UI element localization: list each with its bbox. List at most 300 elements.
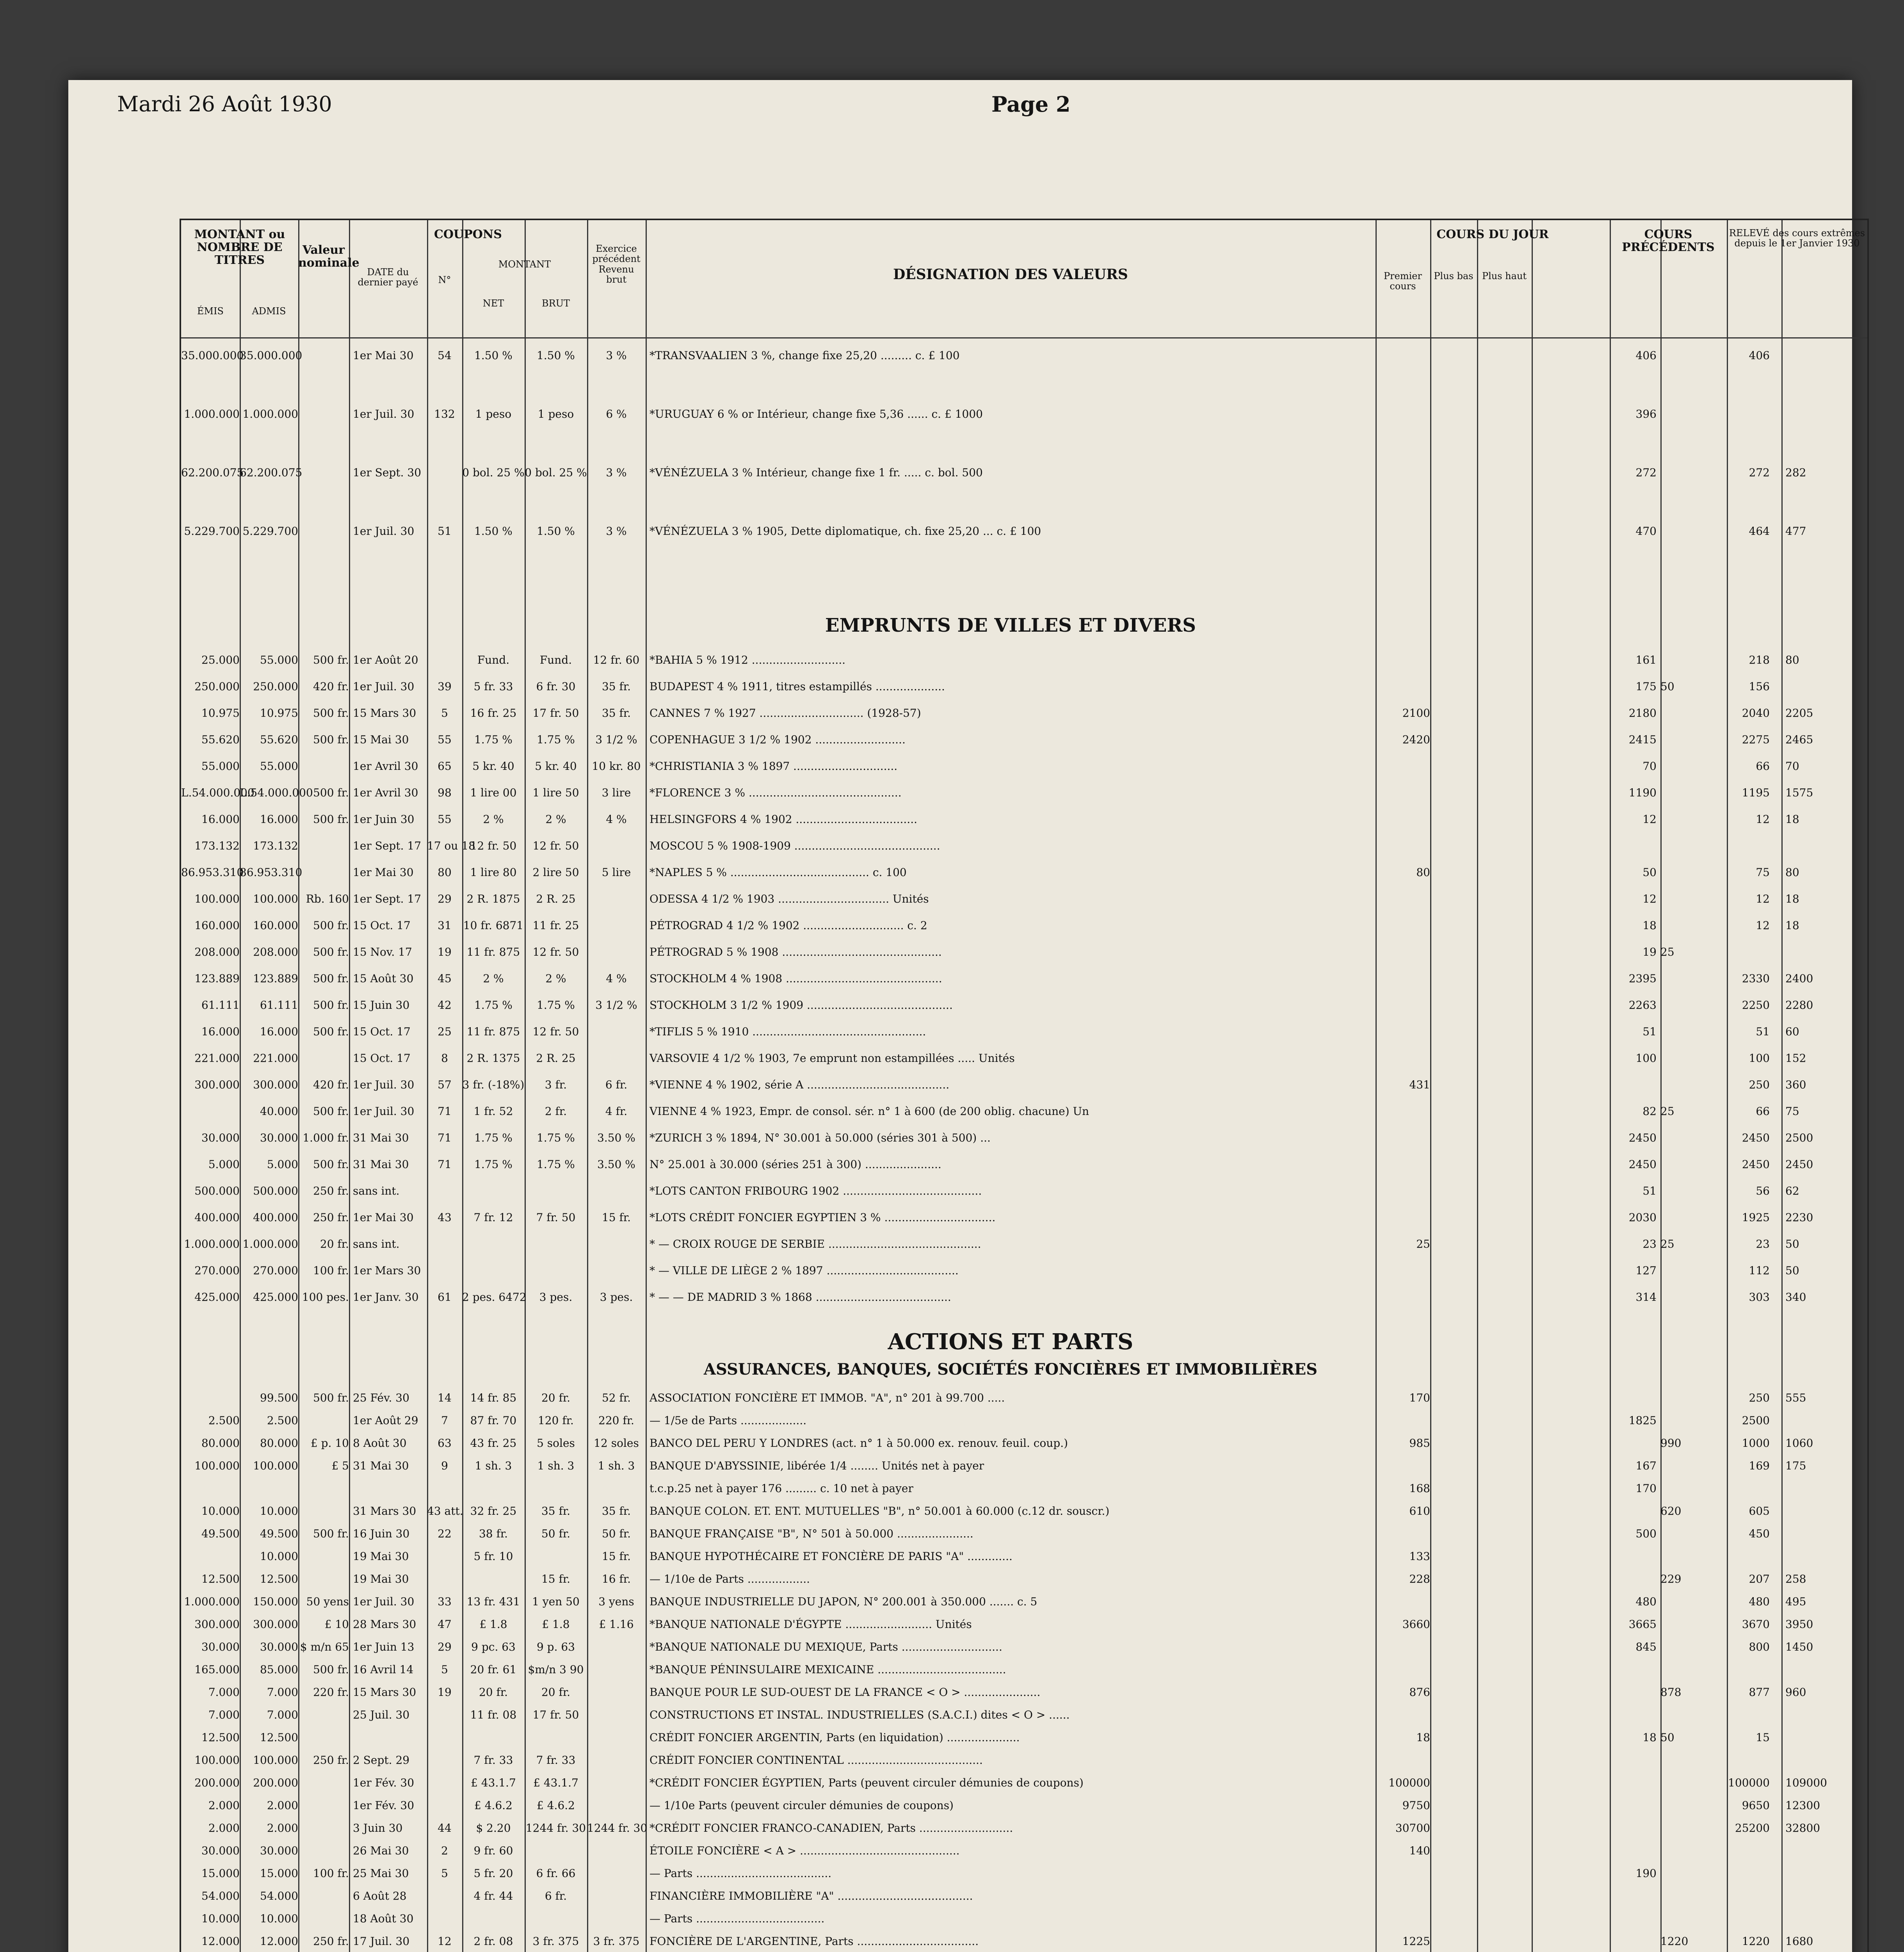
table-row	[181, 1731, 1867, 1745]
cell-pb: 470	[1635, 525, 1657, 538]
cell-emis: 49.500	[201, 1527, 240, 1540]
cell-net: 1 peso	[475, 408, 512, 420]
col-net: NET	[482, 298, 504, 309]
cell-des: *VIENNE 4 % 1902, série A .........................................	[649, 1078, 950, 1091]
cell-net: 1.50 %	[474, 349, 512, 362]
cell-brut: 15 fr.	[541, 1573, 571, 1585]
cell-val: 500 fr.	[313, 813, 349, 826]
cell-brut: 1.50 %	[537, 525, 575, 538]
cell-des: *FLORENCE 3 % ............................................	[649, 786, 902, 799]
cell-pb: 51	[1642, 1025, 1657, 1038]
cell-val: 500 fr.	[313, 786, 349, 799]
cell-des: * — CROIX ROUGE DE SERBIE ............................................	[649, 1238, 981, 1250]
cell-net: 14 fr. 85	[470, 1391, 517, 1404]
cell-emis: 1.000.000	[184, 408, 240, 420]
cell-emis: 16.000	[201, 813, 240, 826]
cell-rh: 50	[1785, 1264, 1799, 1277]
cell-des: BUDAPEST 4 % 1911, titres estampillés ....................	[649, 680, 945, 693]
cell-des: *CRÉDIT FONCIER ÉGYPTIEN, Parts (peuvent circuler démunies de coupons)	[649, 1776, 1084, 1789]
cell-admis: 61.111	[260, 999, 298, 1012]
table-row	[181, 1550, 1867, 1564]
cell-admis: 55.620	[260, 733, 298, 746]
cell-date: 1er Sept. 30	[353, 466, 422, 479]
cell-rh: 50	[1785, 1238, 1799, 1250]
cell-net: 7 fr. 12	[473, 1211, 513, 1224]
cell-des: ÉTOILE FONCIÈRE < A > ..............................................	[649, 1844, 960, 1857]
table-row	[181, 1025, 1867, 1039]
cell-des: *TRANSVAALIEN 3 %, change fixe 25,20 ......... c. £ 100	[649, 349, 960, 362]
cell-ph: 620	[1660, 1505, 1682, 1517]
cell-des: VARSOVIE 4 1/2 % 1903, 7e emprunt non estampillées ..... Unités	[649, 1052, 1015, 1065]
cell-val: £ p. 10	[310, 1437, 349, 1450]
cell-no: 42	[438, 999, 452, 1012]
cell-date: sans int.	[353, 1184, 400, 1197]
cell-des: FINANCIÈRE IMMOBILIÈRE "A" .......................................	[649, 1890, 973, 1902]
cell-net: 1.75 %	[474, 1158, 512, 1171]
cell-no: 31	[438, 919, 452, 932]
cell-no: 61	[438, 1291, 452, 1304]
cell-date: 1er Mai 30	[353, 1211, 414, 1224]
cell-des: CANNES 7 % 1927 .............................. (1928-57)	[649, 707, 921, 720]
cell-rh: 109000	[1785, 1776, 1827, 1789]
cell-rb: 156	[1749, 680, 1770, 693]
cell-admis: 16.000	[260, 1025, 298, 1038]
cell-net: 12 fr. 50	[470, 839, 517, 852]
cell-net: 1.75 %	[474, 999, 512, 1012]
cell-net: 11 fr. 875	[466, 946, 520, 958]
cell-emis: 55.620	[201, 733, 240, 746]
cell-net: 2 fr. 08	[473, 1935, 513, 1948]
cell-pb: 12	[1642, 892, 1657, 905]
cell-rev: 15 fr.	[601, 1550, 631, 1563]
cell-brut: £ 1.8	[542, 1618, 570, 1631]
section-emprunts-villes: EMPRUNTS DE VILLES ET DIVERS	[825, 614, 1196, 636]
cell-val: 500 fr.	[313, 1391, 349, 1404]
cell-rb: 12	[1756, 919, 1770, 932]
cell-des: BANQUE POUR LE SUD-OUEST DE LA FRANCE < O > ......................	[649, 1686, 1041, 1699]
cell-date: 1er Mai 30	[353, 866, 414, 879]
cell-des: N° 25.001 à 30.000 (séries 251 à 300) ......................	[649, 1158, 941, 1171]
cell-emis: 30.000	[201, 1131, 240, 1144]
cell-date: 1er Mars 30	[353, 1264, 421, 1277]
cell-rh: 1575	[1785, 786, 1813, 799]
cell-des: BANQUE INDUSTRIELLE DU JAPON, N° 200.001 à 350.000 ....... c. 5	[649, 1595, 1037, 1608]
cell-net: 38 fr.	[479, 1527, 508, 1540]
cell-val: £ 5	[331, 1459, 349, 1472]
cell-des: ASSOCIATION FONCIÈRE ET IMMOB. "A", n° 201 à 99.700 .....	[649, 1391, 1005, 1404]
cell-emis: 54.000	[201, 1890, 240, 1902]
cell-rh: 1680	[1785, 1935, 1813, 1948]
cell-no: 80	[438, 866, 452, 879]
cell-rb: 605	[1749, 1505, 1770, 1517]
cell-val: 420 fr.	[313, 680, 349, 693]
cell-admis: 300.000	[253, 1078, 298, 1091]
cell-brut: 2 %	[545, 813, 566, 826]
cell-val: 500 fr.	[313, 1663, 349, 1676]
cell-date: 17 Juil. 30	[353, 1935, 410, 1948]
cell-rev: 3 %	[606, 349, 627, 362]
cell-rb: 75	[1756, 866, 1770, 879]
cell-brut: 17 fr. 50	[532, 707, 579, 720]
cell-date: 15 Mars 30	[353, 707, 416, 720]
cell-val: 500 fr.	[313, 1025, 349, 1038]
cell-rb: 3670	[1742, 1618, 1770, 1631]
cell-emis: 12.500	[201, 1573, 240, 1585]
cell-net: 2 R. 1375	[466, 1052, 520, 1065]
cell-pb: 18	[1642, 919, 1657, 932]
cell-date: 15 Oct. 17	[353, 919, 411, 932]
cell-brut: 1.75 %	[537, 733, 575, 746]
cell-rev: 1244 fr. 30	[587, 1822, 648, 1834]
cell-brut: 12 fr. 50	[532, 1025, 579, 1038]
cell-date: 15 Oct. 17	[353, 1025, 411, 1038]
table-row	[181, 1844, 1867, 1858]
cell-net: Fund.	[477, 654, 510, 666]
cell-date: 25 Juil. 30	[353, 1708, 410, 1721]
cell-admis: 10.000	[260, 1550, 298, 1563]
cell-brut: 1244 fr. 30	[525, 1822, 586, 1834]
cell-pb: 18	[1642, 1731, 1657, 1744]
cell-no: 17 ou 18	[427, 839, 475, 852]
cell-admis: 2.000	[267, 1822, 298, 1834]
table-row	[181, 946, 1867, 960]
cell-date: 19 Mai 30	[353, 1573, 409, 1585]
cell-date: 1er Sept. 17	[353, 892, 422, 905]
cell-net: 1.75 %	[474, 1131, 512, 1144]
header-date: Mardi 26 Août 1930	[117, 92, 332, 116]
cell-pc: 80	[1416, 866, 1430, 879]
cell-date: sans int.	[353, 1238, 400, 1250]
cell-emis: 300.000	[194, 1078, 240, 1091]
cell-rh: 2465	[1785, 733, 1813, 746]
cell-rev: £ 1.16	[599, 1618, 634, 1631]
cell-rev: 35 fr.	[601, 707, 631, 720]
cell-admis: 62.200.075	[240, 466, 303, 479]
col-releve: RELEVÉ des cours extrêmes depuis le 1er Janvier 1930	[1729, 228, 1865, 249]
cell-emis: 35.000.000	[181, 349, 244, 362]
cell-no: 14	[438, 1391, 452, 1404]
cell-rev: 35 fr.	[601, 680, 631, 693]
cell-net: 3 fr. (-18%)	[462, 1078, 525, 1091]
table-row	[181, 1264, 1867, 1278]
col-montant-titres: MONTANT ou NOMBRE DE TITRES	[194, 228, 285, 267]
cell-admis: 221.000	[253, 1052, 298, 1065]
table-row	[181, 1776, 1867, 1790]
cell-val: 100 fr.	[313, 1867, 349, 1880]
cell-ph: 50	[1660, 1731, 1674, 1744]
cell-date: 1er Juil. 30	[353, 1078, 415, 1091]
cell-val: 500 fr.	[313, 1105, 349, 1118]
cell-rh: 960	[1785, 1686, 1806, 1699]
cell-admis: 30.000	[260, 1640, 298, 1653]
table-row	[181, 1238, 1867, 1252]
table-row	[181, 1459, 1867, 1473]
cell-emis: 160.000	[194, 919, 240, 932]
cell-no: 5	[441, 1663, 448, 1676]
cell-admis: 1.000.000	[242, 1238, 298, 1250]
cell-rev: 12 fr. 60	[593, 654, 640, 666]
section-actions-parts: ACTIONS ET PARTS	[888, 1329, 1134, 1355]
cell-pb: 406	[1635, 349, 1657, 362]
cell-net: 1.50 %	[474, 525, 512, 538]
cell-no: 132	[434, 408, 455, 420]
col-coupons: COUPONS	[434, 228, 502, 241]
cell-pc: 2420	[1402, 733, 1430, 746]
cell-pb: 175	[1635, 680, 1657, 693]
cell-emis: 2.500	[208, 1414, 240, 1427]
cell-brut: 5 soles	[537, 1437, 575, 1450]
cell-date: 1er Août 29	[353, 1414, 418, 1427]
cell-rev: 16 fr.	[601, 1573, 631, 1585]
cell-pb: 170	[1635, 1482, 1657, 1495]
cell-rb: 56	[1756, 1184, 1770, 1197]
cell-emis: 30.000	[201, 1640, 240, 1653]
table-row	[181, 1391, 1867, 1405]
cell-no: 22	[438, 1527, 452, 1540]
cell-admis: 500.000	[253, 1184, 298, 1197]
cell-rev: 4 %	[606, 813, 627, 826]
cell-des: *CHRISTIANIA 3 % 1897 ..............................	[649, 760, 898, 773]
cell-des: *VÉNÉZUELA 3 % Intérieur, change fixe 1 fr. ..... c. bol. 500	[649, 466, 983, 479]
table-row	[181, 866, 1867, 880]
cell-val: 100 pes.	[302, 1291, 349, 1304]
cell-val: 500 fr.	[313, 946, 349, 958]
cell-net: 5 fr. 10	[473, 1550, 513, 1563]
cell-brut: Fund.	[539, 654, 572, 666]
cell-admis: 200.000	[253, 1776, 298, 1789]
cell-des: *URUGUAY 6 % or Intérieur, change fixe 5,36 ...... c. £ 1000	[649, 408, 983, 420]
cell-admis: 10.000	[260, 1505, 298, 1517]
cell-date: 15 Août 30	[353, 972, 414, 985]
cell-des: VIENNE 4 % 1923, Empr. de consol. sér. n° 1 à 600 (de 200 oblig. chacune) Un	[649, 1105, 1089, 1118]
cell-emis: 25.000	[201, 654, 240, 666]
cell-rb: 66	[1756, 1105, 1770, 1118]
cell-rev: 4 fr.	[605, 1105, 628, 1118]
cell-date: 16 Avril 14	[353, 1663, 414, 1676]
cell-no: 71	[438, 1158, 452, 1171]
cell-brut: 2 fr.	[545, 1105, 567, 1118]
cell-admis: 425.000	[253, 1291, 298, 1304]
cell-rb: 12	[1756, 892, 1770, 905]
cell-no: 44	[438, 1822, 452, 1834]
cell-net: 9 fr. 60	[473, 1844, 513, 1857]
cell-net: 9 pc. 63	[471, 1640, 516, 1653]
cell-net: 5 kr. 40	[472, 760, 514, 773]
cell-no: 71	[438, 1105, 452, 1118]
table-row	[181, 680, 1867, 694]
cell-rb: 877	[1749, 1686, 1770, 1699]
cell-rev: 6 fr.	[605, 1078, 628, 1091]
cell-admis: 30.000	[260, 1844, 298, 1857]
table-row	[181, 1595, 1867, 1609]
cell-val: 500 fr.	[313, 999, 349, 1012]
cell-net: 0 bol. 25 %	[462, 466, 525, 479]
cell-des: CONSTRUCTIONS ET INSTAL. INDUSTRIELLES (S.A.C.I.) dites < O > ......	[649, 1708, 1070, 1721]
cell-admis: 7.000	[267, 1708, 298, 1721]
header-rule	[181, 337, 1867, 338]
cell-pb: 100	[1635, 1052, 1657, 1065]
cell-emis: 55.000	[201, 760, 240, 773]
cell-date: 15 Mars 30	[353, 1686, 416, 1699]
cell-pc: 18	[1416, 1731, 1430, 1744]
cell-date: 28 Mars 30	[353, 1618, 416, 1631]
cell-admis: 30.000	[260, 1131, 298, 1144]
cell-emis: 86.953.310	[181, 866, 244, 879]
table-row	[181, 733, 1867, 747]
col-cours-precedents: COURS PRÉCÉDENTS	[1622, 228, 1715, 254]
cell-rev: 3.50 %	[597, 1158, 635, 1171]
cell-brut: 1.75 %	[537, 1131, 575, 1144]
cell-no: 51	[438, 525, 452, 538]
table-row	[181, 919, 1867, 933]
cell-admis: 270.000	[253, 1264, 298, 1277]
cell-date: 1er Avril 30	[353, 786, 418, 799]
cell-pb: 314	[1635, 1291, 1657, 1304]
cell-rev: 12 soles	[594, 1437, 639, 1450]
cell-no: 12	[438, 1935, 452, 1948]
cell-date: 31 Mars 30	[353, 1505, 416, 1517]
table-row	[181, 972, 1867, 986]
cell-rev: 3 1/2 %	[595, 999, 637, 1012]
cell-net: 5 fr. 20	[473, 1867, 513, 1880]
cell-admis: 173.132	[253, 839, 298, 852]
cell-rh: 477	[1785, 525, 1806, 538]
cell-emis: 10.975	[201, 707, 240, 720]
cell-net: 2 pes. 6472	[462, 1291, 527, 1304]
cell-admis: 5.000	[267, 1158, 298, 1171]
cell-des: HELSINGFORS 4 % 1902 ...................................	[649, 813, 917, 826]
cell-no: 5	[441, 707, 448, 720]
cell-pb: 1190	[1628, 786, 1657, 799]
cell-date: 31 Mai 30	[353, 1131, 409, 1144]
col-exercice: Exercice précédent Revenu brut	[592, 243, 641, 285]
cell-net: 2 R. 1875	[466, 892, 520, 905]
cell-rb: 112	[1749, 1264, 1770, 1277]
cell-net: £ 4.6.2	[474, 1799, 512, 1812]
cell-val: 250 fr.	[313, 1935, 349, 1948]
cell-date: 1er Juil. 30	[353, 1595, 415, 1608]
cell-emis: 62.200.075	[181, 466, 244, 479]
cell-rh: 12300	[1785, 1799, 1820, 1812]
cell-pb: 845	[1635, 1640, 1657, 1653]
cell-brut: 6 fr. 30	[536, 680, 576, 693]
cell-no: 33	[438, 1595, 452, 1608]
cell-emis: 30.000	[201, 1844, 240, 1857]
cell-brut: 3 pes.	[539, 1291, 573, 1304]
cell-des: * — VILLE DE LIÈGE 2 % 1897 ......................................	[649, 1264, 959, 1277]
cell-rev: 3 pes.	[600, 1291, 633, 1304]
cell-rev: 5 lire	[601, 866, 631, 879]
cell-pb: 1825	[1628, 1414, 1657, 1427]
cell-rb: 2250	[1742, 999, 1770, 1012]
cell-pb: 161	[1635, 654, 1657, 666]
cell-net: $ 2.20	[476, 1822, 511, 1834]
table-row	[181, 1437, 1867, 1451]
cell-emis: 10.000	[201, 1912, 240, 1925]
cell-date: 3 Juin 30	[353, 1822, 403, 1834]
cell-val: 500 fr.	[313, 919, 349, 932]
cell-des: BANCO DEL PERU Y LONDRES (act. n° 1 à 50.000 ex. renouv. feuil. coup.)	[649, 1437, 1068, 1450]
cell-emis: 270.000	[194, 1264, 240, 1277]
cell-pc: 228	[1409, 1573, 1430, 1585]
table-row	[181, 1158, 1867, 1172]
cell-rb: 1195	[1742, 786, 1770, 799]
cell-date: 16 Juin 30	[353, 1527, 410, 1540]
cell-pc: 2100	[1402, 707, 1430, 720]
cell-no: 2	[441, 1844, 448, 1857]
cell-admis: 12.500	[260, 1731, 298, 1744]
table-row	[181, 654, 1867, 668]
cell-net: 11 fr. 08	[470, 1708, 517, 1721]
cell-val: 500 fr.	[313, 972, 349, 985]
cell-val: 500 fr.	[313, 1527, 349, 1540]
table-row	[181, 1708, 1867, 1722]
cell-date: 6 Août 28	[353, 1890, 407, 1902]
cell-brut: 2 R. 25	[536, 1052, 576, 1065]
table-row	[181, 1131, 1867, 1145]
cell-no: 45	[438, 972, 452, 985]
cell-brut: 12 fr. 50	[532, 946, 579, 958]
cell-des: CRÉDIT FONCIER ARGENTIN, Parts (en liquidation) .....................	[649, 1731, 1020, 1744]
cell-pb: 500	[1635, 1527, 1657, 1540]
cell-des: *CRÉDIT FONCIER FRANCO-CANADIEN, Parts ...........................	[649, 1822, 1013, 1834]
cell-admis: 80.000	[260, 1437, 298, 1450]
cell-brut: 1 yen 50	[532, 1595, 580, 1608]
cell-date: 1er Juin 13	[353, 1640, 415, 1653]
cell-pb: 272	[1635, 466, 1657, 479]
col-admis: ADMIS	[252, 306, 286, 317]
header-page-number: Page 2	[991, 92, 1071, 117]
table-row	[181, 707, 1867, 721]
cell-no: 63	[438, 1437, 452, 1450]
cell-rh: 1060	[1785, 1437, 1813, 1450]
cell-des: t.c.p.25 net à payer 176 ......... c. 10 net à payer	[649, 1482, 913, 1495]
table-row	[181, 1686, 1867, 1700]
col-premier-cours: Premier cours	[1384, 271, 1422, 292]
cell-rev: 3 %	[606, 525, 627, 538]
table-row	[181, 813, 1867, 827]
cell-emis: 5.229.700	[184, 525, 240, 538]
cell-val: 1.000 fr.	[303, 1131, 349, 1144]
cell-date: 1er Janv. 30	[353, 1291, 419, 1304]
cell-no: 47	[438, 1618, 452, 1631]
cell-emis: 10.000	[201, 1505, 240, 1517]
cell-rev: 3 1/2 %	[595, 733, 637, 746]
cell-rb: 207	[1749, 1573, 1770, 1585]
cell-emis: 61.111	[201, 999, 240, 1012]
cell-rb: 406	[1749, 349, 1770, 362]
cell-des: PÉTROGRAD 4 1/2 % 1902 ............................. c. 2	[649, 919, 927, 932]
cell-pb: 51	[1642, 1184, 1657, 1197]
cell-pb: 3665	[1628, 1618, 1657, 1631]
cell-rb: 450	[1749, 1527, 1770, 1540]
cell-admis: 250.000	[253, 680, 298, 693]
cell-admis: 1.000.000	[242, 408, 298, 420]
cell-rh: 282	[1785, 466, 1806, 479]
cell-rh: 2230	[1785, 1211, 1813, 1224]
cell-net: 5 fr. 33	[473, 680, 513, 693]
cell-admis: 16.000	[260, 813, 298, 826]
cell-emis: 500.000	[194, 1184, 240, 1197]
cell-date: 25 Mai 30	[353, 1867, 409, 1880]
cell-rev: 3 lire	[601, 786, 631, 799]
cell-emis: 425.000	[194, 1291, 240, 1304]
cell-des: — 1/10e de Parts ..................	[649, 1573, 810, 1585]
cell-val: 20 fr.	[320, 1238, 349, 1250]
cell-rb: 272	[1749, 466, 1770, 479]
cell-des: BANQUE COLON. ET. ENT. MUTUELLES "B", n° 50.001 à 60.000 (c.12 dr. souscr.)	[649, 1505, 1110, 1517]
cell-brut: 2 lire 50	[532, 866, 579, 879]
